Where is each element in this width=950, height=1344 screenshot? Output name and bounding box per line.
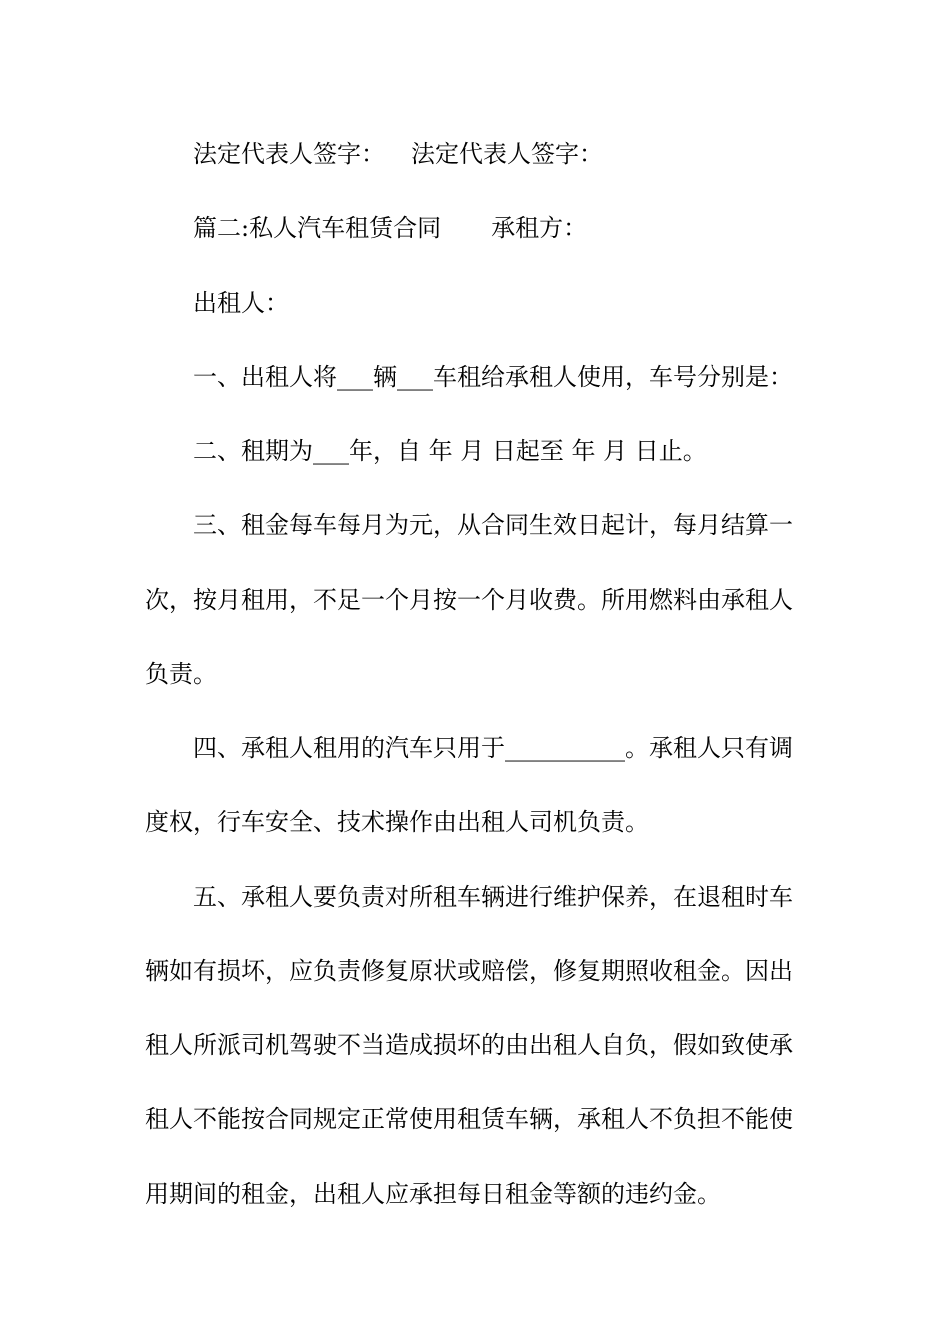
lessee-label: 承租方： xyxy=(491,214,588,242)
lessor-label: 出租人： xyxy=(193,289,289,317)
signature-line xyxy=(193,134,810,174)
clause-5-line-3: 租人所派司机驾驶不当造成损坏的由出租人自负，假如致使承 xyxy=(145,1031,793,1059)
clause-5-line-1: 五、承租人要负责对所租车辆进行维护保养，在退租时车 xyxy=(193,883,793,911)
clause-5-line-5: 用期间的租金，出租人应承担每日租金等额的违约金。 xyxy=(145,1180,721,1208)
clause-2: 二、租期为___年，自 年 月 日起至 年 月 日止。 xyxy=(193,437,707,465)
clause-5-line-2: 辆如有损坏，应负责修复原状或赔偿，修复期照收租金。因出 xyxy=(145,957,793,985)
clause-4-line-2: 度权，行车安全、技术操作由出租人司机负责。 xyxy=(145,808,649,836)
section-title: 篇二:私人汽车租赁合同 xyxy=(193,214,442,242)
clause-3-line-1: 三、租金每车每月为元，从合同生效日起计，每月结算一 xyxy=(193,511,793,539)
clause-3-line-2: 次，按月租用，不足一个月按一个月收费。所用燃料由承租人 xyxy=(145,586,793,614)
clause-3-line-3: 负责。 xyxy=(145,660,217,688)
clause-4-line-1: 四、承租人租用的汽车只用于__________。承租人只有调 xyxy=(193,734,793,762)
clause-1: 一、出租人将___辆___车租给承租人使用，车号分别是： xyxy=(193,363,793,391)
clause-5-line-4: 租人不能按合同规定正常使用租赁车辆，承租人不负担不能使 xyxy=(145,1105,793,1133)
lessor-line xyxy=(193,283,810,323)
signature-right: 法定代表人签字： xyxy=(411,140,603,168)
signature-left: 法定代表人签字： xyxy=(193,140,385,168)
section-title-line xyxy=(193,208,810,248)
